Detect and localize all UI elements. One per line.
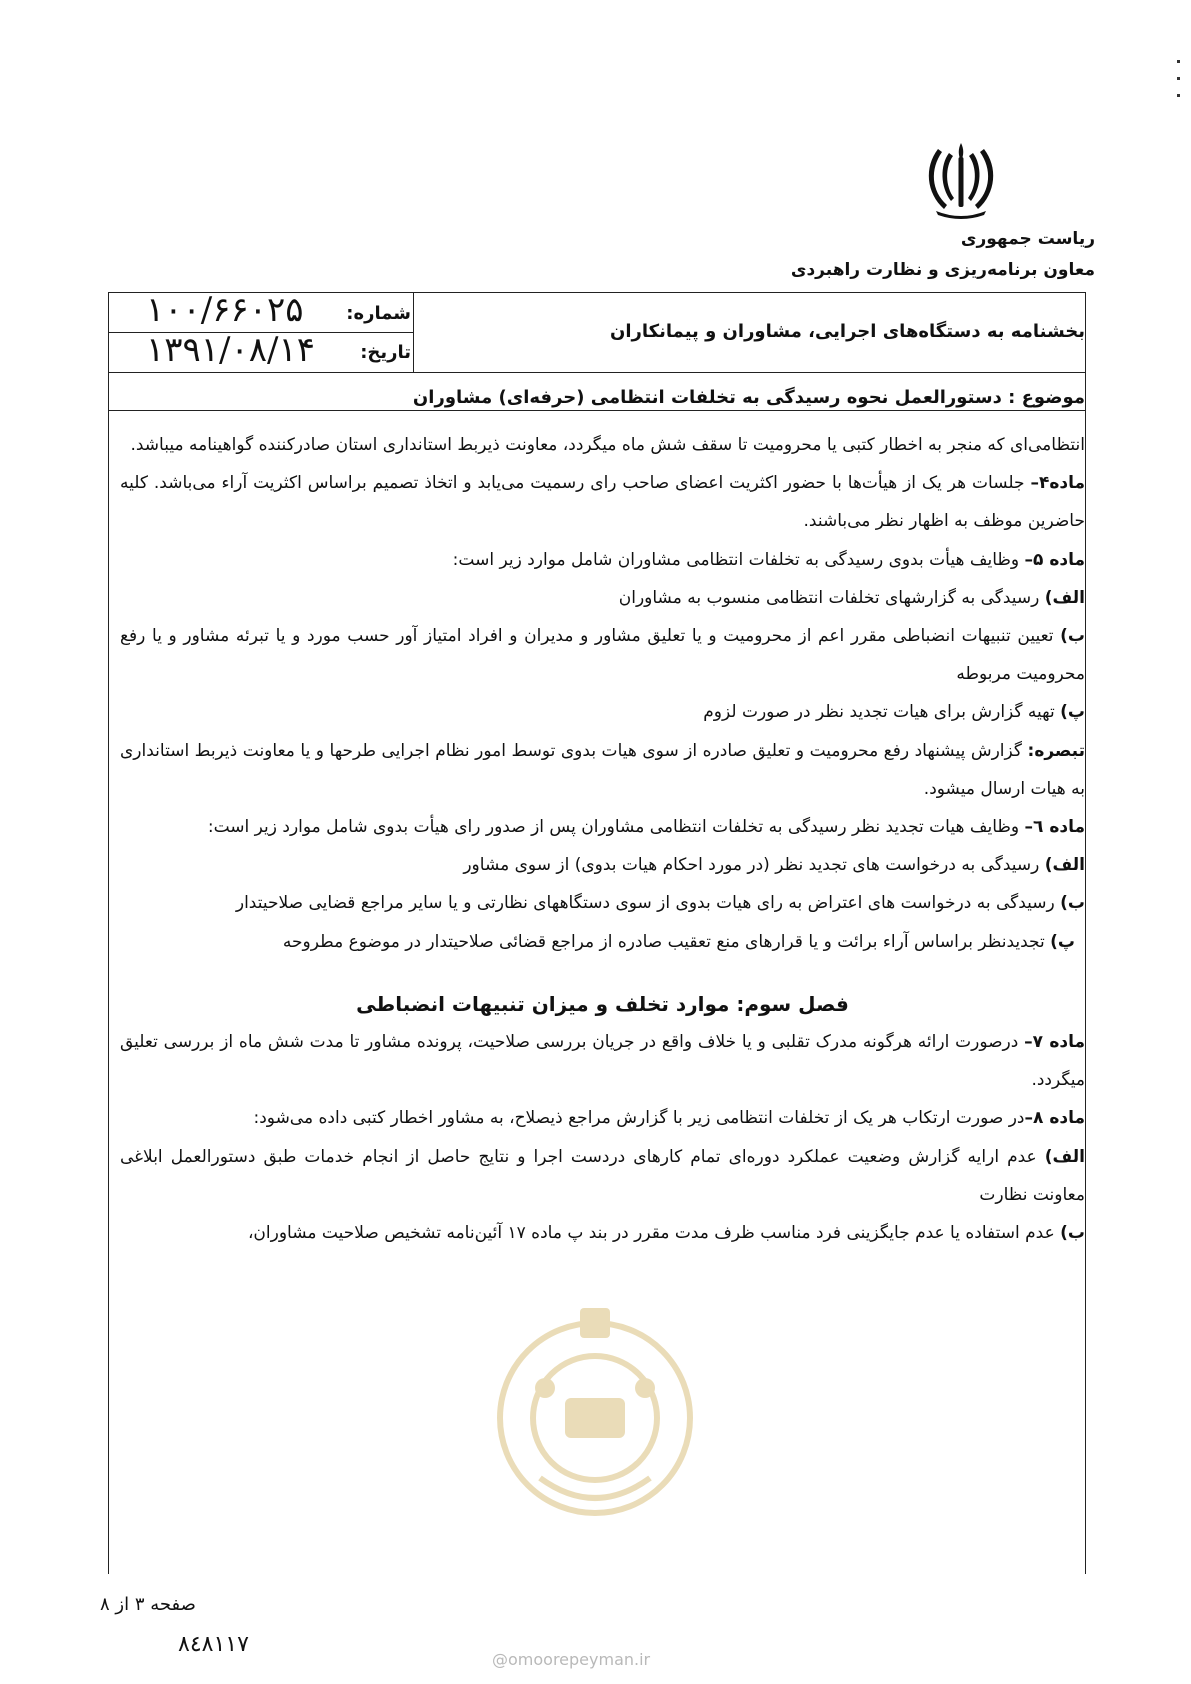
list-item — [120, 693, 1085, 731]
article-5 — [120, 541, 1085, 579]
note-text: گزارش پیشنهاد رفع محرومیت و تعلیق صادره از سوی هیات بدوی توسط امور نظام اجرایی طرحها و یا معاونت ذیربط استانداری به هیات ارسال میشود. — [120, 740, 1085, 799]
item-text: رسیدگی به درخواست های تجدید نظر (در مورد احکام هیات بدوی) از سوی مشاور — [463, 855, 1045, 876]
article-label: ماده ۸– — [1024, 1108, 1085, 1129]
item-text: تهیه گزارش برای هیات تجدید نظر در صورت لزوم — [703, 702, 1061, 723]
letter-date: ۱۳۹۱/۰۸/۱۴ — [146, 330, 316, 370]
date-label: تاریخ: — [360, 342, 411, 363]
page-number: صفحه ۳ از ۸ — [100, 1594, 196, 1615]
article-4 — [120, 464, 1085, 540]
list-item — [120, 923, 1085, 961]
item-label: الف) — [1044, 1146, 1085, 1167]
article-text: جلسات هر یک از هیأت‌ها با حضور اکثریت اعضای صاحب رای رسمیت می‌یابد و اتخاذ تصمیم براساس اکثریت آراء می‌باشد. کلیه حاضرین موظف به اظهار نظر می‌باشند. — [120, 473, 1085, 532]
article-7 — [120, 1023, 1085, 1099]
item-text: تجدیدنظر براساس آراء برائت و یا قرارهای منع تعقیب صادره از مراجع قضائی صلاحیتدار در موضوع مطروحه — [282, 931, 1051, 952]
item-label: الف) — [1044, 855, 1085, 876]
circular-title: بخشنامه به دستگاه‌های اجرایی، مشاوران و پیمانکاران — [610, 321, 1085, 342]
article-text: درصورت ارائه هرگونه مدرک تقلبی و یا خلاف واقع در جریان بررسی صلاحیت، پرونده مشاور تا مدت شش ماه از بررسی تعلیق میگردد. — [120, 1032, 1085, 1091]
divider — [108, 372, 1086, 373]
document-code: ٨٤٨١١٧ — [178, 1632, 249, 1657]
item-label: ب) — [1060, 626, 1085, 647]
item-text: تعیین تنبیهات انضباطی مقرر اعم از محرومیت و یا تعلیق مشاور و مدیران و افراد امتیاز آور حسب مورد و یا تبرئه مشاور و یا رفع محرومیت مربوطه — [120, 626, 1085, 685]
list-item — [120, 1138, 1085, 1214]
iran-emblem-icon — [918, 135, 1004, 221]
subject-line: موضوع : دستورالعمل نحوه رسیدگی به تخلفات انتظامی (حرفه‌ای) مشاوران — [412, 387, 1085, 408]
number-label: شماره: — [346, 303, 411, 324]
document-body — [120, 426, 1085, 1252]
article-label: ماده ۷– — [1024, 1032, 1085, 1053]
article-text: وظایف هیأت بدوی رسیدگی به تخلفات انتظامی مشاوران شامل موارد زیر است: — [452, 549, 1025, 570]
article-8 — [120, 1099, 1085, 1137]
item-label: پ) — [1060, 702, 1085, 723]
divider — [108, 410, 1086, 411]
item-label: ب) — [1060, 893, 1085, 914]
note — [120, 732, 1085, 808]
item-text: رسیدگی به درخواست های اعتراض به رای هیات بدوی از سوی دستگاههای نظارتی و یا سایر مراجع قضایی صلاحیتدار — [235, 893, 1061, 914]
article-label: ماده ۵– — [1024, 549, 1085, 570]
list-item — [120, 617, 1085, 693]
item-text: عدم استفاده یا عدم جایگزینی فرد مناسب ظرف مدت مقرر در بند پ ماده ۱۷ آئین‌نامه تشخیص صلاحیت مشاوران، — [247, 1223, 1061, 1244]
list-item — [120, 1214, 1085, 1252]
watermark: @omoorepeyman.ir — [492, 1650, 651, 1669]
article-6 — [120, 808, 1085, 846]
letter-number: ۱۰۰/۶۶۰۲۵ — [146, 290, 304, 330]
item-label: ب) — [1060, 1223, 1085, 1244]
org-deputy: معاون برنامه‌ریزی و نظارت راهبردی — [790, 260, 1095, 280]
note-label: تبصره: — [1027, 740, 1085, 761]
item-label: پ) — [1050, 931, 1075, 952]
item-text: رسیدگی به گزارشهای تخلفات انتظامی منسوب به مشاوران — [618, 587, 1045, 608]
article-label: ماده ٦– — [1024, 817, 1085, 838]
article-text: وظایف هیات تجدید نظر رسیدگی به تخلفات انتظامی مشاوران پس از صدور رای هیأت بدوی شامل موارد زیر است: — [207, 817, 1025, 838]
scan-marks — [1177, 60, 1181, 100]
list-item — [120, 884, 1085, 922]
article-label: ماده۴– — [1030, 473, 1085, 494]
paragraph: انتظامی‌ای که منجر به اخطار کتبی یا محرومیت تا سقف شش ماه میگردد، معاونت ذیربط استانداری استان صادرکننده گواهینامه میباشد. — [130, 435, 1085, 455]
item-label: الف) — [1044, 587, 1085, 608]
org-name: ریاست جمهوری — [960, 229, 1095, 249]
stamp-logo-icon — [470, 1268, 720, 1548]
list-item — [120, 846, 1085, 884]
divider — [413, 292, 414, 372]
item-text: عدم ارایه گزارش وضعیت عملکرد دوره‌ای تمام کارهای دردست اجرا و نتایج حاصل از انجام خدمات طبق دستورالعمل ابلاغی معاونت نظارت — [120, 1146, 1085, 1205]
list-item — [120, 579, 1085, 617]
chapter-heading: فصل سوم: موارد تخلف و میزان تنبیهات انضباطی — [356, 991, 849, 1016]
article-text: در صورت ارتکاب هر یک از تخلفات انتظامی زیر با گزارش مراجع ذیصلاح، به مشاور اخطار کتبی داده می‌شود: — [253, 1108, 1025, 1129]
